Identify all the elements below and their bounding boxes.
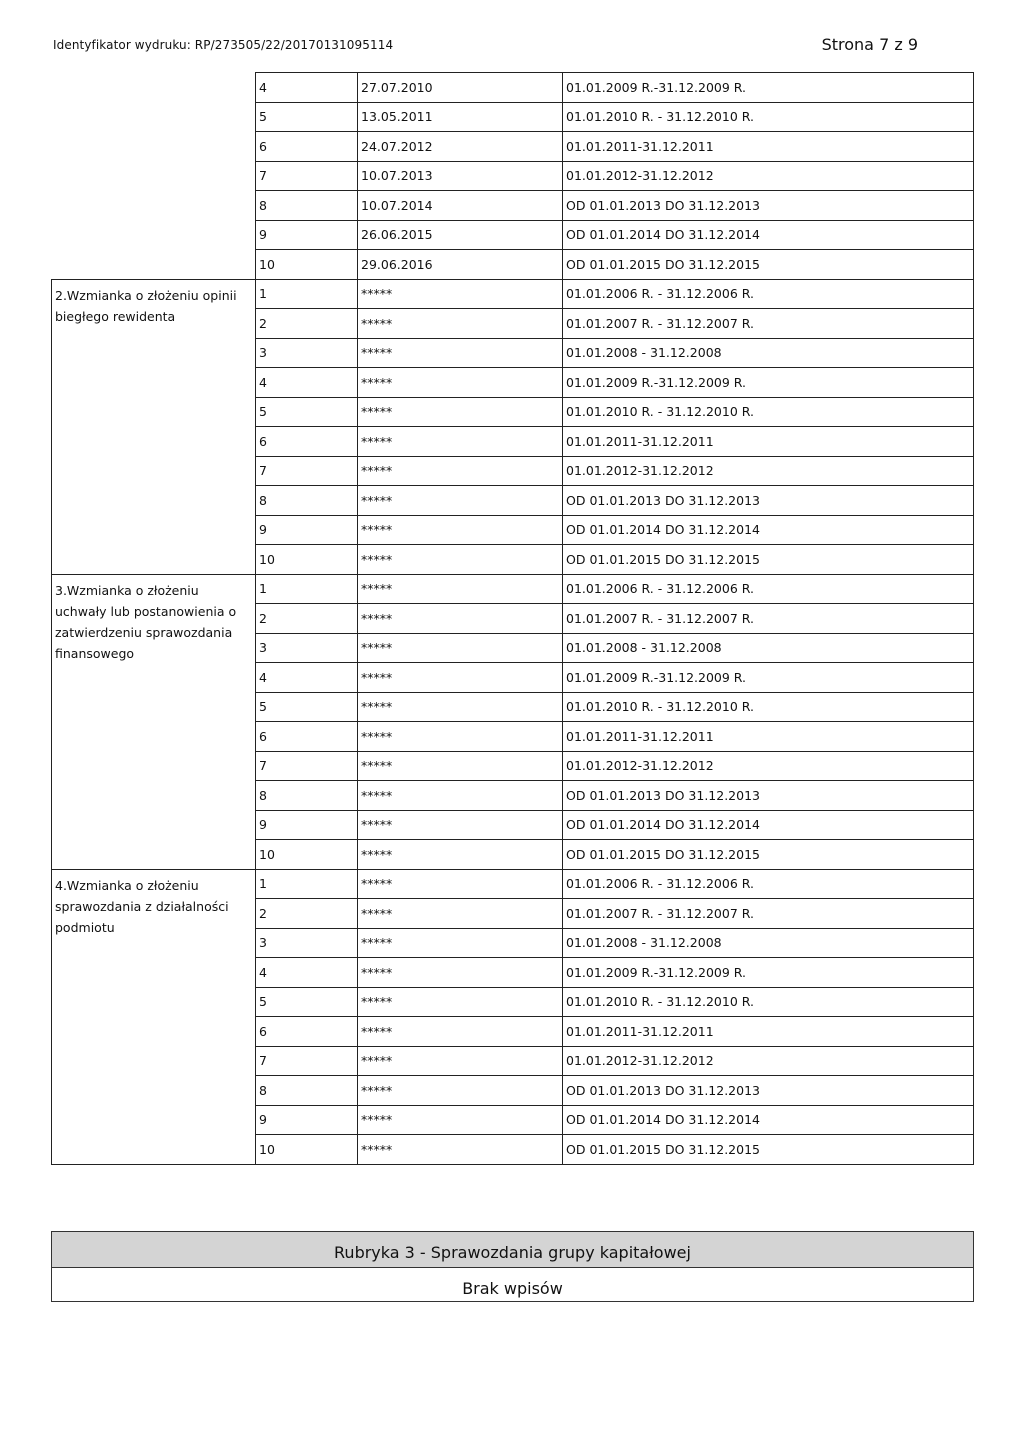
reporting-period: 01.01.2009 R.-31.12.2009 R. bbox=[563, 368, 974, 398]
page-number: Strona 7 z 9 bbox=[821, 35, 918, 54]
entry-number: 10 bbox=[256, 545, 358, 575]
table-row bbox=[52, 73, 974, 103]
filing-date: ***** bbox=[358, 1046, 563, 1076]
reporting-period: OD 01.01.2013 DO 31.12.2013 bbox=[563, 191, 974, 221]
entry-number: 6 bbox=[256, 132, 358, 162]
filing-date: ***** bbox=[358, 899, 563, 929]
filing-date: 29.06.2016 bbox=[358, 250, 563, 280]
entry-number: 4 bbox=[256, 958, 358, 988]
filing-date: ***** bbox=[358, 810, 563, 840]
filing-date: ***** bbox=[358, 1017, 563, 1047]
entry-number: 6 bbox=[256, 427, 358, 457]
entry-number: 4 bbox=[256, 663, 358, 693]
reporting-period: 01.01.2011-31.12.2011 bbox=[563, 132, 974, 162]
filing-date: ***** bbox=[358, 722, 563, 752]
section-label: 2.Wzmianka o złożeniu opinii biegłego rewidenta bbox=[52, 279, 256, 574]
reporting-period: OD 01.01.2014 DO 31.12.2014 bbox=[563, 1105, 974, 1135]
reporting-period: OD 01.01.2014 DO 31.12.2014 bbox=[563, 810, 974, 840]
entry-number: 5 bbox=[256, 692, 358, 722]
entry-number: 1 bbox=[256, 279, 358, 309]
section-3-empty-note: Brak wpisów bbox=[462, 1279, 563, 1298]
filing-date: ***** bbox=[358, 958, 563, 988]
entry-number: 3 bbox=[256, 928, 358, 958]
register-table-body bbox=[52, 73, 974, 1165]
entry-number: 7 bbox=[256, 161, 358, 191]
filing-date: ***** bbox=[358, 515, 563, 545]
reporting-period: 01.01.2007 R. - 31.12.2007 R. bbox=[563, 604, 974, 634]
reporting-period: OD 01.01.2013 DO 31.12.2013 bbox=[563, 781, 974, 811]
filing-date: ***** bbox=[358, 987, 563, 1017]
section-label bbox=[52, 73, 256, 280]
reporting-period: 01.01.2008 - 31.12.2008 bbox=[563, 928, 974, 958]
entry-number: 5 bbox=[256, 987, 358, 1017]
reporting-period: 01.01.2012-31.12.2012 bbox=[563, 456, 974, 486]
filing-date: 24.07.2012 bbox=[358, 132, 563, 162]
reporting-period: OD 01.01.2015 DO 31.12.2015 bbox=[563, 250, 974, 280]
section-label: 4.Wzmianka o złożeniu sprawozdania z działalności podmiotu bbox=[52, 869, 256, 1164]
reporting-period: OD 01.01.2014 DO 31.12.2014 bbox=[563, 220, 974, 250]
entry-number: 4 bbox=[256, 73, 358, 103]
print-identifier: Identyfikator wydruku: RP/273505/22/20170131095114 bbox=[53, 38, 394, 52]
entry-number: 8 bbox=[256, 191, 358, 221]
reporting-period: 01.01.2009 R.-31.12.2009 R. bbox=[563, 958, 974, 988]
filing-date: ***** bbox=[358, 456, 563, 486]
reporting-period: 01.01.2011-31.12.2011 bbox=[563, 1017, 974, 1047]
section-3-box bbox=[51, 1231, 974, 1302]
filing-date: ***** bbox=[358, 279, 563, 309]
reporting-period: 01.01.2011-31.12.2011 bbox=[563, 427, 974, 457]
entry-number: 8 bbox=[256, 1076, 358, 1106]
reporting-period: 01.01.2006 R. - 31.12.2006 R. bbox=[563, 869, 974, 899]
entry-number: 2 bbox=[256, 309, 358, 339]
register-table bbox=[51, 72, 974, 1165]
entry-number: 8 bbox=[256, 781, 358, 811]
entry-number: 1 bbox=[256, 869, 358, 899]
filing-date: ***** bbox=[358, 869, 563, 899]
filing-date: ***** bbox=[358, 397, 563, 427]
filing-date: ***** bbox=[358, 751, 563, 781]
entry-number: 5 bbox=[256, 102, 358, 132]
filing-date: 10.07.2014 bbox=[358, 191, 563, 221]
section-label: 3.Wzmianka o złożeniu uchwały lub postanowienia o zatwierdzeniu sprawozdania finansowego bbox=[52, 574, 256, 869]
table-row bbox=[52, 279, 974, 309]
reporting-period: 01.01.2012-31.12.2012 bbox=[563, 1046, 974, 1076]
reporting-period: 01.01.2010 R. - 31.12.2010 R. bbox=[563, 102, 974, 132]
entry-number: 8 bbox=[256, 486, 358, 516]
entry-number: 6 bbox=[256, 722, 358, 752]
filing-date: 27.07.2010 bbox=[358, 73, 563, 103]
entry-number: 7 bbox=[256, 456, 358, 486]
table-row bbox=[52, 574, 974, 604]
entry-number: 7 bbox=[256, 751, 358, 781]
entry-number: 9 bbox=[256, 810, 358, 840]
entry-number: 2 bbox=[256, 604, 358, 634]
entry-number: 3 bbox=[256, 633, 358, 663]
reporting-period: OD 01.01.2015 DO 31.12.2015 bbox=[563, 840, 974, 870]
filing-date: 13.05.2011 bbox=[358, 102, 563, 132]
reporting-period: 01.01.2008 - 31.12.2008 bbox=[563, 633, 974, 663]
reporting-period: 01.01.2006 R. - 31.12.2006 R. bbox=[563, 279, 974, 309]
reporting-period: OD 01.01.2013 DO 31.12.2013 bbox=[563, 486, 974, 516]
filing-date: ***** bbox=[358, 338, 563, 368]
filing-date: ***** bbox=[358, 781, 563, 811]
filing-date: ***** bbox=[358, 663, 563, 693]
filing-date: ***** bbox=[358, 692, 563, 722]
filing-date: ***** bbox=[358, 368, 563, 398]
reporting-period: 01.01.2009 R.-31.12.2009 R. bbox=[563, 73, 974, 103]
reporting-period: 01.01.2009 R.-31.12.2009 R. bbox=[563, 663, 974, 693]
filing-date: 26.06.2015 bbox=[358, 220, 563, 250]
entry-number: 10 bbox=[256, 250, 358, 280]
reporting-period: 01.01.2010 R. - 31.12.2010 R. bbox=[563, 397, 974, 427]
entry-number: 10 bbox=[256, 840, 358, 870]
entry-number: 9 bbox=[256, 515, 358, 545]
filing-date: ***** bbox=[358, 928, 563, 958]
reporting-period: OD 01.01.2015 DO 31.12.2015 bbox=[563, 1135, 974, 1165]
filing-date: ***** bbox=[358, 545, 563, 575]
filing-date: ***** bbox=[358, 427, 563, 457]
reporting-period: 01.01.2012-31.12.2012 bbox=[563, 751, 974, 781]
reporting-period: 01.01.2006 R. - 31.12.2006 R. bbox=[563, 574, 974, 604]
reporting-period: 01.01.2007 R. - 31.12.2007 R. bbox=[563, 309, 974, 339]
entry-number: 1 bbox=[256, 574, 358, 604]
entry-number: 9 bbox=[256, 1105, 358, 1135]
reporting-period: 01.01.2012-31.12.2012 bbox=[563, 161, 974, 191]
filing-date: ***** bbox=[358, 309, 563, 339]
reporting-period: 01.01.2008 - 31.12.2008 bbox=[563, 338, 974, 368]
reporting-period: OD 01.01.2013 DO 31.12.2013 bbox=[563, 1076, 974, 1106]
entry-number: 6 bbox=[256, 1017, 358, 1047]
entry-number: 4 bbox=[256, 368, 358, 398]
entry-number: 10 bbox=[256, 1135, 358, 1165]
entry-number: 2 bbox=[256, 899, 358, 929]
entry-number: 7 bbox=[256, 1046, 358, 1076]
reporting-period: 01.01.2007 R. - 31.12.2007 R. bbox=[563, 899, 974, 929]
filing-date: ***** bbox=[358, 633, 563, 663]
filing-date: 10.07.2013 bbox=[358, 161, 563, 191]
reporting-period: 01.01.2010 R. - 31.12.2010 R. bbox=[563, 692, 974, 722]
filing-date: ***** bbox=[358, 1076, 563, 1106]
table-row bbox=[52, 869, 974, 899]
filing-date: ***** bbox=[358, 574, 563, 604]
entry-number: 9 bbox=[256, 220, 358, 250]
reporting-period: OD 01.01.2015 DO 31.12.2015 bbox=[563, 545, 974, 575]
filing-date: ***** bbox=[358, 604, 563, 634]
reporting-period: OD 01.01.2014 DO 31.12.2014 bbox=[563, 515, 974, 545]
filing-date: ***** bbox=[358, 840, 563, 870]
section-3-title: Rubryka 3 - Sprawozdania grupy kapitałowej bbox=[52, 1232, 973, 1268]
reporting-period: 01.01.2011-31.12.2011 bbox=[563, 722, 974, 752]
reporting-period: 01.01.2010 R. - 31.12.2010 R. bbox=[563, 987, 974, 1017]
filing-date: ***** bbox=[358, 486, 563, 516]
entry-number: 5 bbox=[256, 397, 358, 427]
entry-number: 3 bbox=[256, 338, 358, 368]
filing-date: ***** bbox=[358, 1105, 563, 1135]
filing-date: ***** bbox=[358, 1135, 563, 1165]
